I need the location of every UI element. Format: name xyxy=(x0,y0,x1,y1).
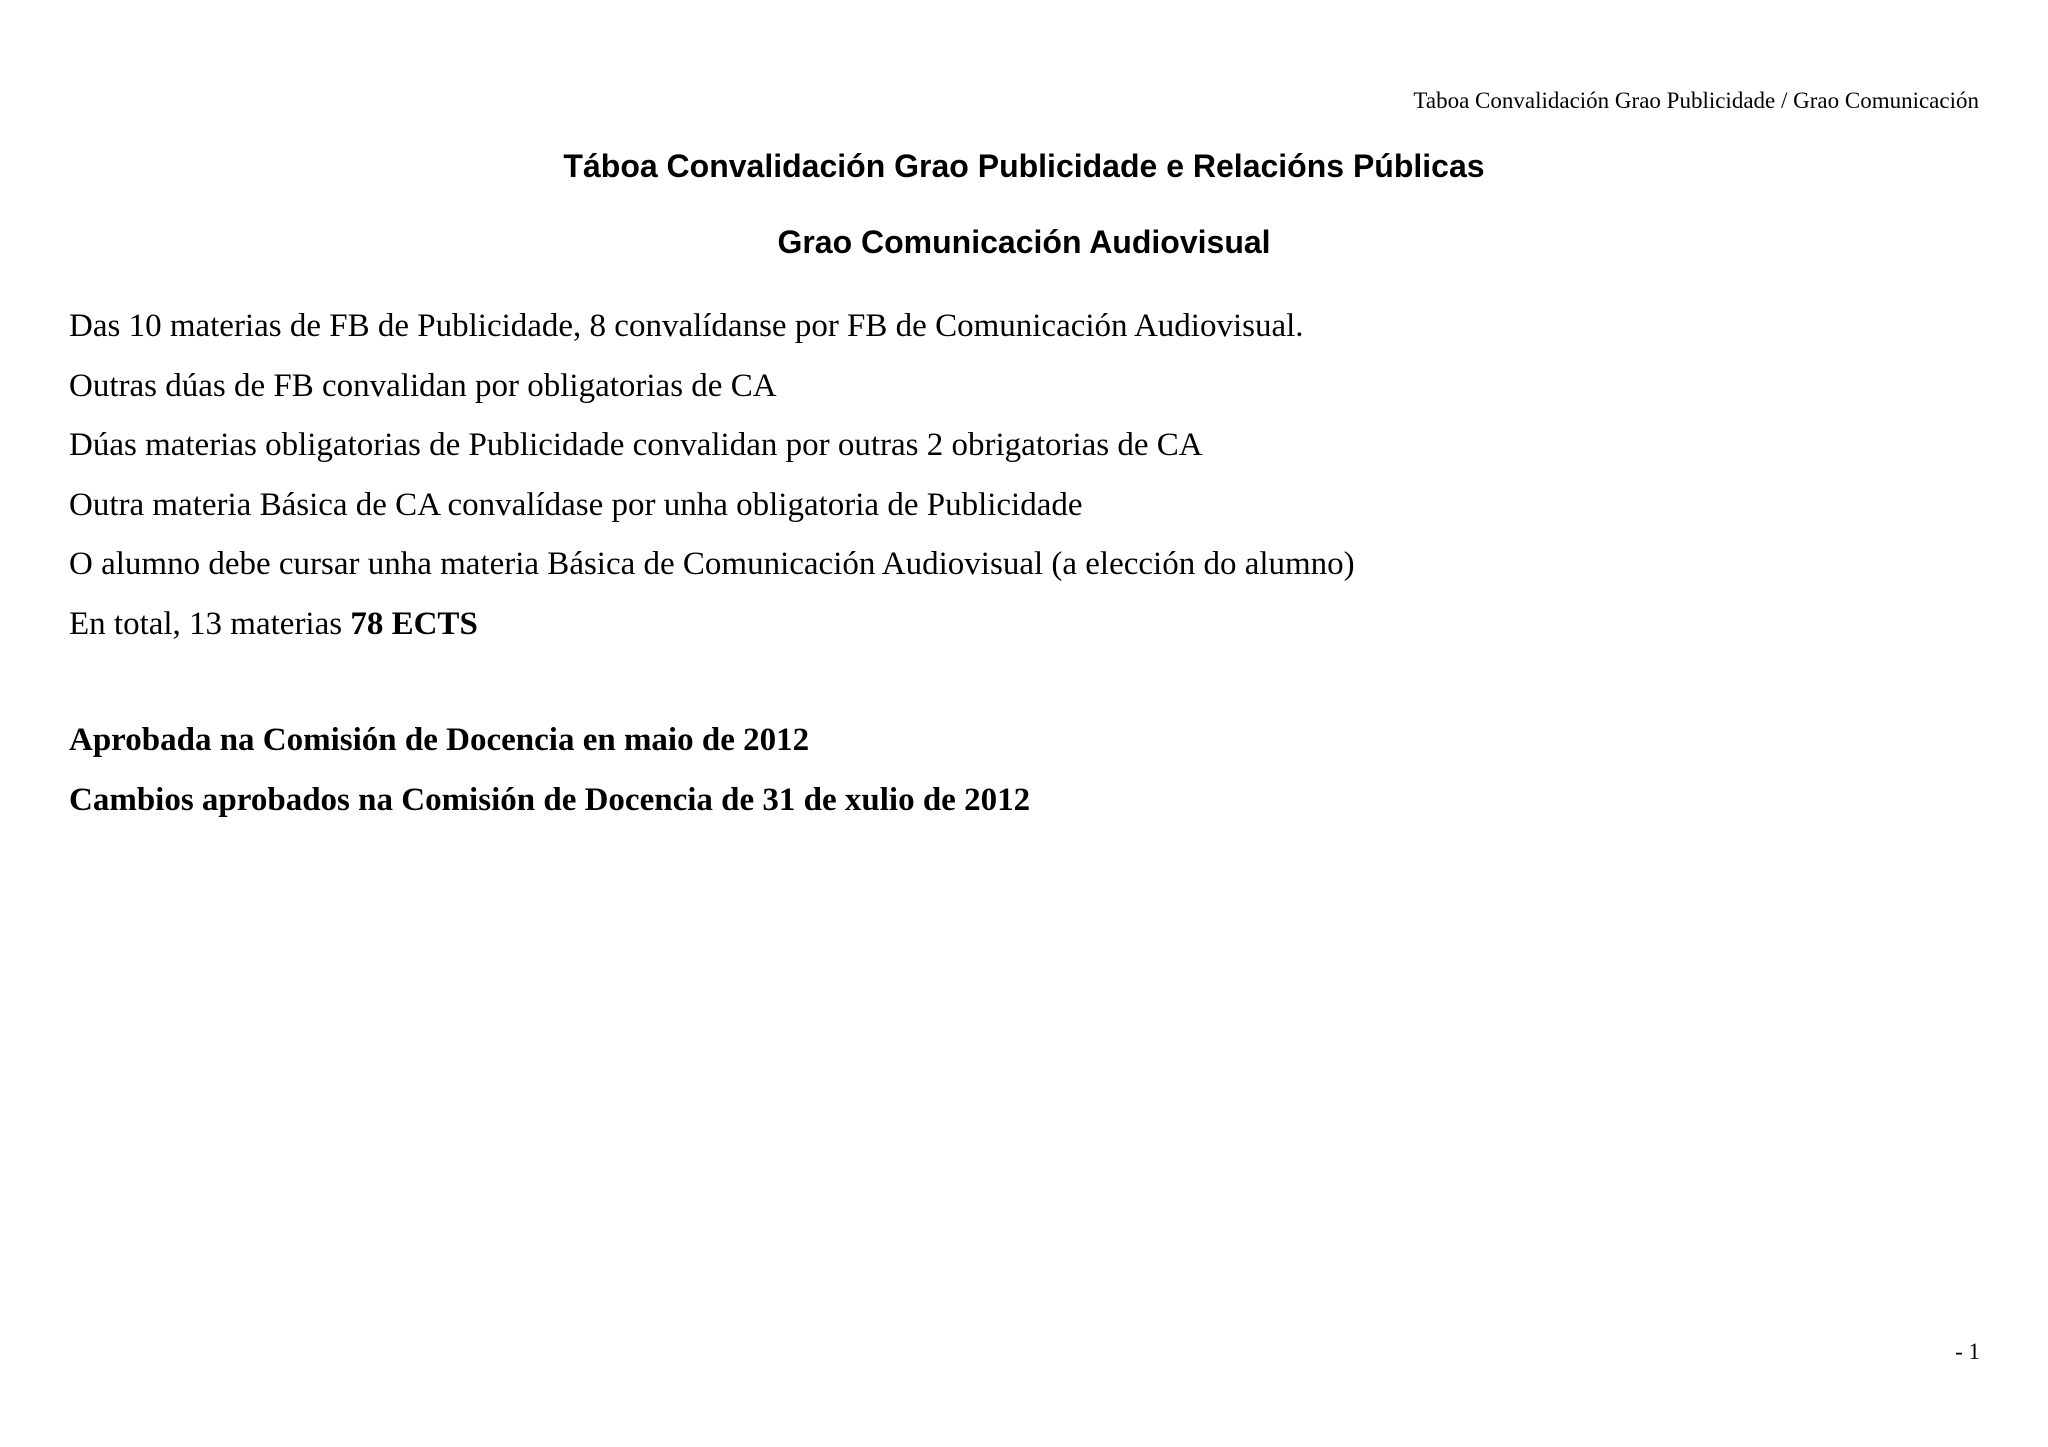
page-number: - 1 xyxy=(1955,1339,1980,1364)
body-line-fb-convalidation: Das 10 materias de FB de Publicidade, 8 convalídanse por FB de Comunicación Audiovisual. xyxy=(69,308,1304,344)
body-text xyxy=(69,306,1355,663)
body-line-obligatory-pair: Dúas materias obligatorias de Publicidade convalidan por outras 2 obrigatorias de CA xyxy=(69,427,1203,463)
approval-line-may: Aprobada na Comisión de Docencia en maio de 2012 xyxy=(69,722,810,758)
total-ects: 78 ECTS xyxy=(350,605,478,642)
body-line-student-choice: O alumno debe cursar unha materia Básica de Comunicación Audiovisual (a elección do alumno) xyxy=(69,546,1355,582)
document-title: Táboa Convalidación Grao Publicidade e Relacións Públicas xyxy=(563,148,1485,184)
approval-line-july: Cambios aprobados na Comisión de Docencia de 31 de xulio de 2012 xyxy=(69,781,1031,818)
running-header: Taboa Convalidación Grao Publicidade / Grao Comunicación xyxy=(1413,88,1979,113)
approval-notes xyxy=(69,720,1030,839)
body-line-total xyxy=(69,604,1355,664)
body-line-fb-obligatory: Outras dúas de FB convalidan por obligatorias de CA xyxy=(69,367,777,404)
total-prefix: En total, 13 materias xyxy=(69,605,351,642)
document-subtitle: Grao Comunicación Audiovisual xyxy=(777,224,1271,260)
body-line-basic-ca: Outra materia Básica de CA convalídase por unha obligatoria de Publicidade xyxy=(69,486,1083,523)
